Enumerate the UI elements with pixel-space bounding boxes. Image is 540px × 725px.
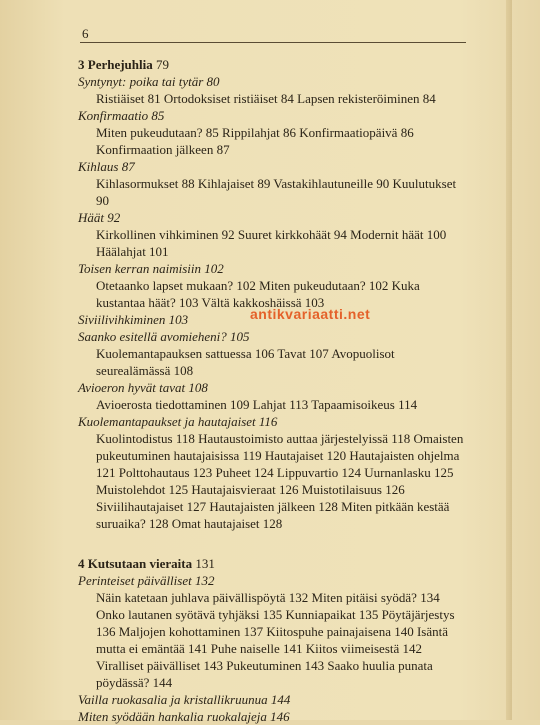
subsection-heading: Kuolemantapaukset ja hautajaiset 116 xyxy=(78,414,278,429)
subsection-entries: Avioerosta tiedottaminen 109 Lahjat 113 Tapaamisoikeus 114 xyxy=(96,397,418,412)
section-heading xyxy=(78,555,468,572)
subsection-entries: Ristiäiset 81 Ortodoksiset ristiäiset 84 Lapsen rekisteröiminen 84 xyxy=(96,91,436,106)
subsection-entries: Otetaanko lapset mukaan? 102 Miten pukeudutaan? 102 Kuka kustantaa häät? 103 Vältä kakkoshäissä 103 xyxy=(96,278,420,310)
subsection-entries: Näin katetaan juhlava päivällispöytä 132 Miten pitäisi syödä? 134 Onko lautanen syötävä tyhjäksi 135 Kunniapaikat 135 Pöytäjärjestys 136 Maljojen kohottaminen 137 Kiitospuhe painajaisena 140 Isäntä mutta ei emäntää 141 Puhe naiselle 141 Kiitos viimeisestä 142 Viralliset päivälliset 143 Pukeutuminen 143 Saako huulia punata pöydässä? 144 xyxy=(96,590,455,690)
subsection-heading: Vailla ruokasalia ja kristallikruunua 144 xyxy=(78,692,291,707)
subsection-entries: Kirkollinen vihkiminen 92 Suuret kirkkohäät 94 Modernit häät 100 Häälahjat 101 xyxy=(96,227,447,259)
section-heading xyxy=(78,56,468,73)
subsection-entries: Kuolintodistus 118 Hautaustoimisto auttaa järjestelyissä 118 Omaisten pukeutuminen hautajaisissa 119 Hautajaiset 120 Hautajaisten ohjelma 121 Polttohautaus 123 Puheet 124 Lippuvartio 124 Uurnanlasku 125 Muistolehdot 125 Hautajaisvieraat 126 Muistotilaisuus 126 Siviilihautajaiset 127 Hautajaisten jälkeen 128 Miten pitkään kestää suruaika? 128 Omat hautajaiset 128 xyxy=(96,431,464,531)
section-page: 79 xyxy=(156,57,169,72)
section-page: 131 xyxy=(195,556,215,571)
toc-section xyxy=(78,56,468,532)
subsection-heading: Perinteiset päivälliset 132 xyxy=(78,573,215,588)
subsection-heading: Syntynyt: poika tai tytär 80 xyxy=(78,74,220,89)
subsection-heading: Siviilivihkiminen 103 xyxy=(78,312,189,327)
subsection-entries: Kihlasormukset 88 Kihlajaiset 89 Vastakihlautuneille 90 Kuulutukset 90 xyxy=(96,176,457,208)
header-rule xyxy=(80,42,466,43)
watermark: antikvariaatti.net xyxy=(250,306,371,322)
section-title: 4 Kutsutaan vieraita xyxy=(78,556,193,571)
subsection-entries: Miten pukeudutaan? 85 Rippilahjat 86 Konfirmaatiopäivä 86 Konfirmaation jälkeen 87 xyxy=(96,125,414,157)
subsection-heading: Avioeron hyvät tavat 108 xyxy=(78,380,208,395)
subsection-heading: Konfirmaatio 85 xyxy=(78,108,165,123)
subsection-heading: Häät 92 xyxy=(78,210,121,225)
subsection-heading: Toisen kerran naimisiin 102 xyxy=(78,261,224,276)
subsection-heading: Kihlaus 87 xyxy=(78,159,135,174)
subsection-heading: Miten syödään hankalia ruokalajeja 146 xyxy=(78,709,290,724)
table-of-contents xyxy=(78,56,468,725)
toc-section xyxy=(78,555,468,725)
subsection-entries: Kuolemantapauksen sattuessa 106 Tavat 107 Avopuolisot seurealämässä 108 xyxy=(96,346,395,378)
page-edge-shadow xyxy=(506,0,512,720)
page-number: 6 xyxy=(82,26,89,41)
section-title: 3 Perhejuhlia xyxy=(78,57,153,72)
subsection-heading: Saanko esitellä avomieheni? 105 xyxy=(78,329,250,344)
